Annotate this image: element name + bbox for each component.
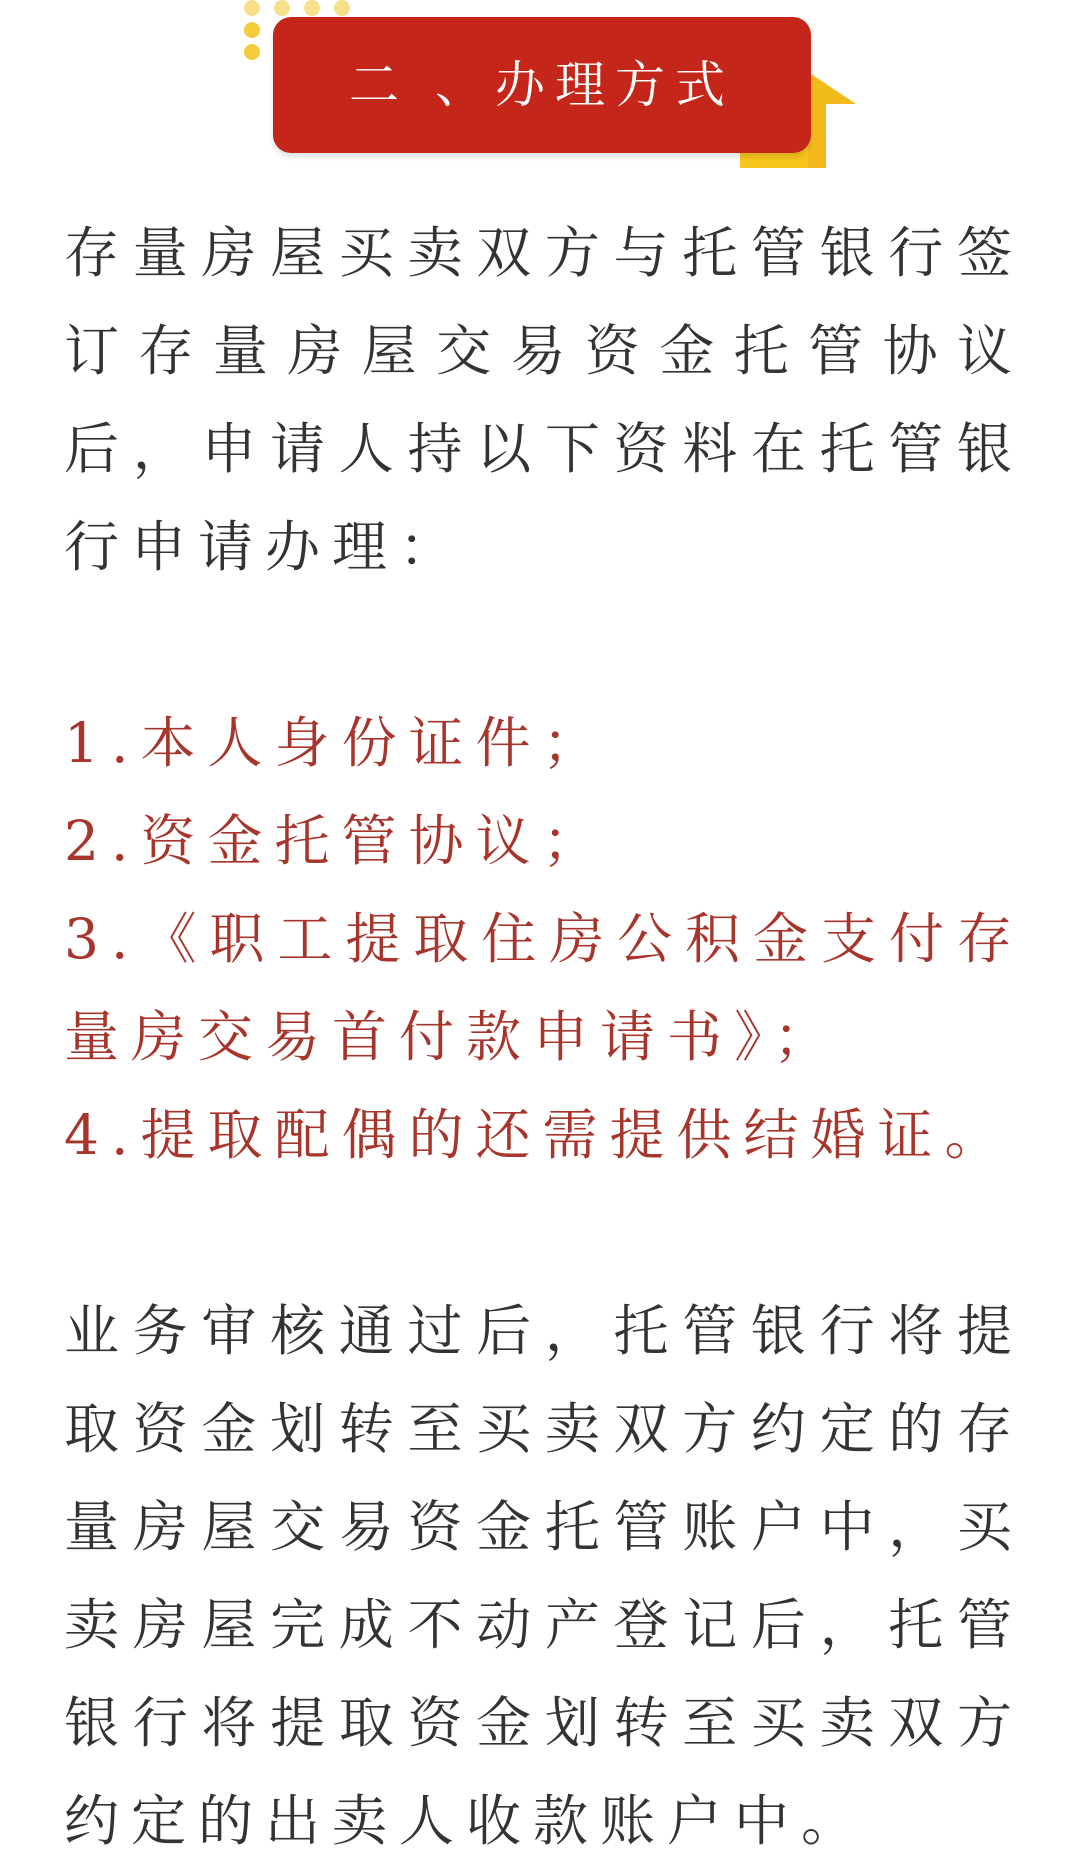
spacer [64, 1184, 1024, 1282]
article-body [64, 204, 1024, 1870]
outro-paragraph: 业务审核通过后，托管银行将提取资金划转至买卖双方约定的存量房屋交易资金托管账户中，买卖房屋完成不动产登记后，托管银行将提取资金划转至买卖双方约定的出卖人收款账户中。 [64, 1299, 1024, 1853]
intro-paragraph: 存量房屋买卖双方与托管银行签订存量房屋交易资金托管协议后，申请人持以下资料在托管银行申请办理： [64, 221, 1024, 579]
list-item: 2.资金托管协议； [64, 809, 610, 873]
section-header-banner [273, 17, 811, 153]
list-item: 3.《职工提取住房公积金支付存量房交易首付款申请书》； [64, 907, 1024, 1069]
requirements-list [64, 694, 1024, 1184]
list-item: 4.提取配偶的还需提供结婚证。 [64, 1103, 1012, 1167]
list-item: 1.本人身份证件； [64, 711, 610, 775]
spacer [64, 596, 1024, 694]
section-title: 二 、办理方式 [349, 56, 735, 114]
